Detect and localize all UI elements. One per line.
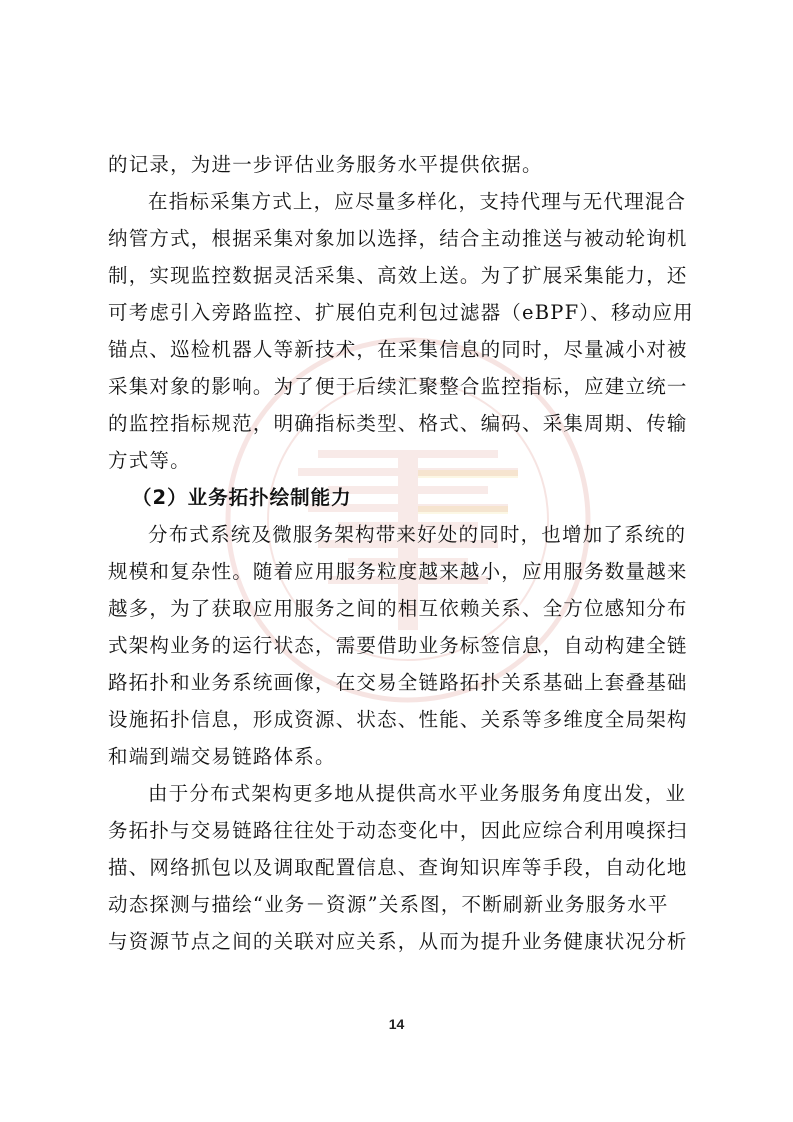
document-body [108, 146, 694, 960]
text-line: 规模和复杂性。随着应用服务粒度越来越小，应用服务数量越来 [108, 560, 688, 583]
text-line: 由于分布式架构更多地从提供高水平业务服务角度出发，业 [148, 782, 687, 805]
text-line: 的记录，为进一步评估业务服务水平提供依据。 [108, 153, 543, 176]
text-line: 描、网络抓包以及调取配置信息、查询知识库等手段，自动化地 [108, 856, 688, 879]
text-line: 务拓扑与交易链路往往处于动态变化中，因此应综合利用嗅探扫 [108, 819, 688, 842]
paragraph-topology-intro [108, 516, 688, 775]
text-line: 与资源节点之间的关联对应关系，从而为提升业务健康状况分析 [108, 930, 688, 953]
text-line: 路拓扑和业务系统画像，在交易全链路拓扑关系基础上套叠基础 [108, 671, 688, 694]
text-line: 式架构业务的运行状态，需要借助业务标签信息，自动构建全链 [108, 634, 688, 657]
text-line: 方式等。 [108, 449, 191, 472]
page-number: 14 [388, 1016, 405, 1032]
text-line: 分布式系统及微服务架构带来好处的同时，也增加了系统的 [148, 523, 687, 546]
text-line: 锚点、巡检机器人等新技术，在采集信息的同时，尽量减小对被 [108, 338, 688, 361]
text-line: 设施拓扑信息，形成资源、状态、性能、关系等多维度全局架构 [108, 708, 688, 731]
paragraph-topology-dynamics [108, 775, 688, 960]
text-line: 和端到端交易链路体系。 [108, 745, 336, 768]
text-line: 采集对象的影响。为了便于后续汇聚整合监控指标，应建立统一 [108, 375, 688, 398]
text-line: 在指标采集方式上，应尽量多样化，支持代理与无代理混合 [148, 190, 687, 213]
text-line: 动态探测与描绘“业务－资源”关系图，不断刷新业务服务水平 [108, 893, 669, 916]
text-line: 纳管方式，根据采集对象加以选择，结合主动推送与被动轮询机 [108, 227, 688, 250]
text-line: 越多，为了获取应用服务之间的相互依赖关系、全方位感知分布 [108, 597, 688, 620]
section-heading: （2）业务拓扑绘制能力 [132, 486, 352, 509]
text-line: 制，实现监控数据灵活采集、高效上送。为了扩展采集能力，还 [108, 264, 688, 287]
text-line: 可考虑引入旁路监控、扩展伯克利包过滤器（eBPF）、移动应用 [108, 301, 694, 324]
paragraph-collection-methods [108, 183, 694, 479]
text-line: 的监控指标规范，明确指标类型、格式、编码、采集周期、传输 [108, 412, 688, 435]
